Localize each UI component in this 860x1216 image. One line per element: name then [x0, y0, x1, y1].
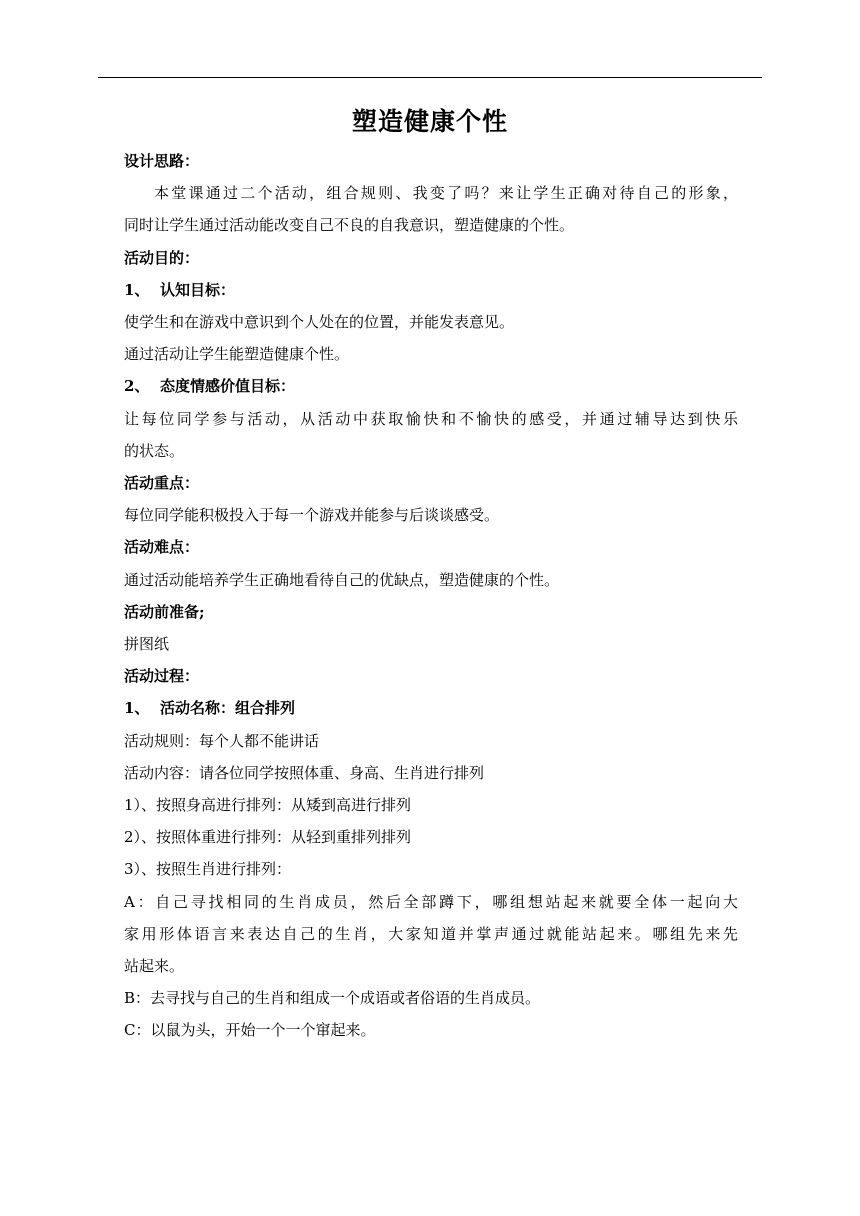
goal2-text-line-1: 让每位同学参与活动，从活动中获取愉快和不愉快的感受，并通过辅导达到快乐	[124, 409, 738, 428]
header-rule	[98, 77, 762, 78]
step-3-text: 3）、按照生肖进行排列：	[124, 860, 292, 879]
document-body	[124, 145, 738, 1047]
goal2-heading	[124, 370, 738, 402]
goal1-number: 1、	[124, 280, 150, 299]
activity-rule-text: 活动规则：每个人都不能讲话	[124, 731, 320, 750]
difficulty-text: 通过活动能培养学生正确地看待自己的优缺点，塑造健康的个性。	[124, 570, 560, 589]
activity-content-text: 活动内容：请各位同学按照体重、身高、生肖进行排列	[124, 763, 485, 782]
goal1-text-line-2: 通过活动让学生能塑造健康个性。	[124, 345, 350, 364]
item-a-line-3: 站起来。	[124, 957, 185, 976]
focus-text: 每位同学能积极投入于每一个游戏并能参与后谈谈感受。	[124, 506, 500, 525]
process-heading: 活动过程：	[124, 667, 200, 686]
activity1-heading	[124, 692, 738, 724]
activity1-number: 1、	[124, 699, 150, 718]
step-2-text: 2）、按照体重进行排列：从轻到重排列排列	[124, 828, 412, 847]
design-paragraph-line-2: 同时让学生通过活动能改变自己不良的自我意识，塑造健康的个性。	[124, 216, 575, 235]
item-c-text: C：以鼠为头，开始一个一个窜起来。	[124, 1021, 376, 1040]
activity1-label: 活动名称：组合排列	[160, 699, 296, 718]
goal-heading: 活动目的：	[124, 248, 200, 267]
goal2-text-line-2: 的状态。	[124, 441, 185, 460]
preparation-heading: 活动前准备;	[124, 602, 205, 621]
design-heading: 设计思路：	[124, 152, 200, 170]
step-1-text: 1）、按照身高进行排列：从矮到高进行排列	[124, 796, 412, 815]
goal2-number: 2、	[124, 377, 150, 396]
item-b-text: B：去寻找与自己的生肖和组成一个成语或者俗语的生肖成员。	[124, 989, 541, 1008]
item-a-line-2: 家用形体语言来表达自己的生肖，大家知道并掌声通过就能站起来。哪组先来先	[124, 924, 738, 943]
goal1-label: 认知目标：	[160, 280, 236, 299]
item-a-line-1: A：自己寻找相同的生肖成员，然后全部蹲下，哪组想站起来就要全体一起向大	[124, 892, 738, 911]
difficulty-heading: 活动难点：	[124, 538, 200, 557]
goal1-text-line-1: 使学生和在游戏中意识到个人处在的位置，并能发表意见。	[124, 313, 515, 332]
design-paragraph-line-1: 本堂课通过二个活动，组合规则、我变了吗？来让学生正确对待自己的形象，	[154, 184, 738, 203]
preparation-text: 拼图纸	[124, 635, 170, 654]
goal1-heading	[124, 274, 738, 306]
goal2-label: 态度情感价值目标：	[160, 377, 296, 396]
focus-heading: 活动重点：	[124, 474, 200, 493]
document-title: 塑造健康个性	[351, 107, 508, 136]
